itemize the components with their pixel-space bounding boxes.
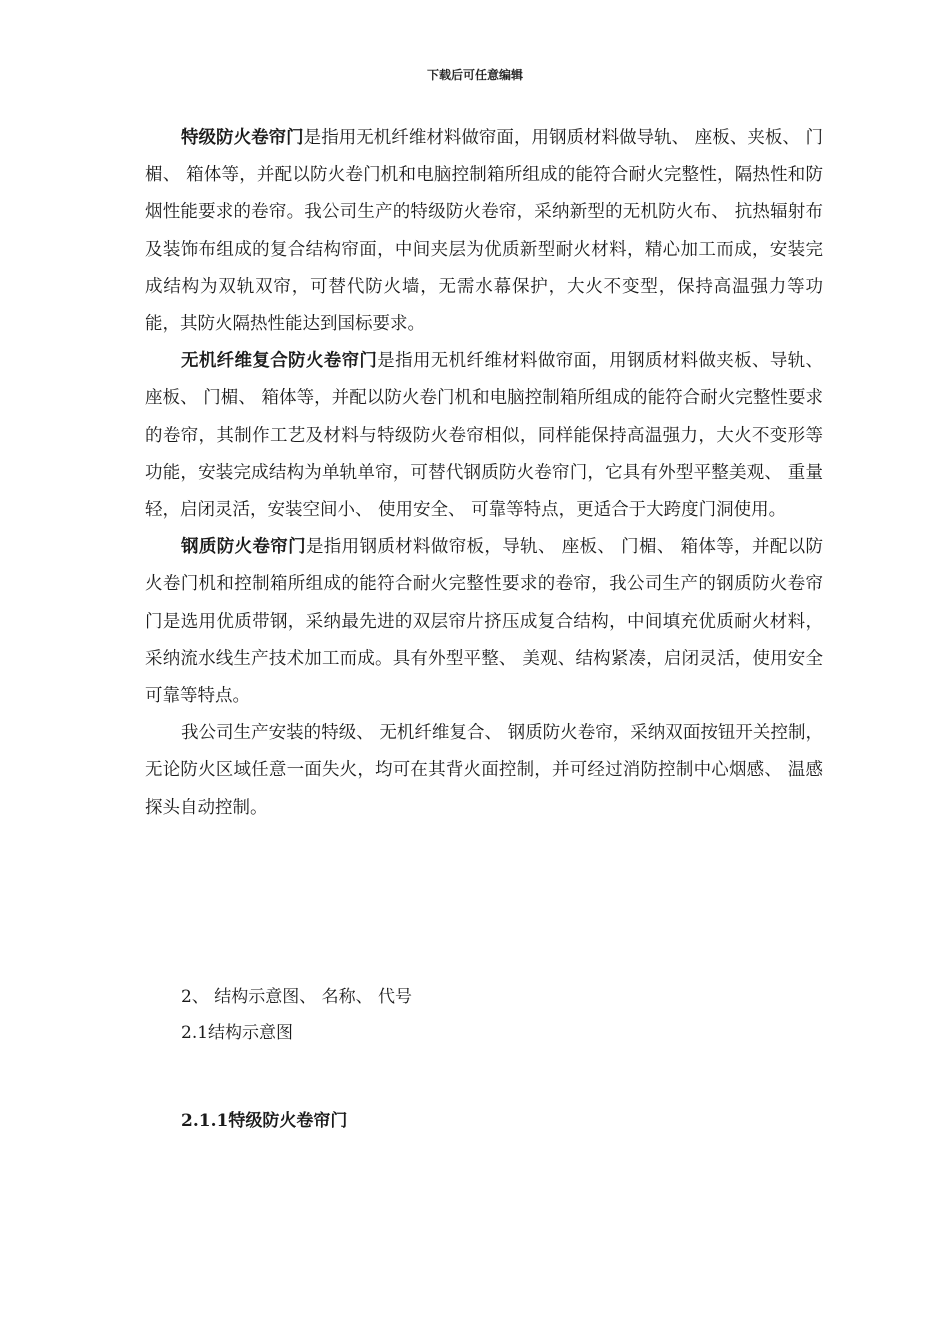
paragraph-steel-text: 是指用钢质材料做帘板，导轨、 座板、 门楣、 箱体等，并配以防火卷门机和控制箱所组成的能符合耐火完整性要求的卷帘，我公司生产的钢质防火卷帘门是选用优质带钢，采纳最先进的双层帘片挤压成复合结构，中间填充优质耐火材料，采纳流水线生产技术加工而成。具有外型平整、 美观、结构紧凑，启闭灵活，使用安全可靠等特点。 — [145, 537, 824, 707]
term-steel: 钢质防火卷帘门 — [181, 537, 306, 558]
paragraph-inorganic-fiber — [145, 343, 823, 529]
section-heading: 2、 结构示意图、 名称、 代号 — [181, 987, 413, 1007]
paragraph-inorganic-fiber-text: 是指用无机纤维材料做帘面，用钢质材料做夹板、导轨、 座板、 门楣、 箱体等，并配以防火卷门机和电脑控制箱所组成的能符合耐火完整性要求的卷帘，其制作工艺及材料与特级防火卷帘相似，同样能保持高温强力，大火不变形等功能，安装完成结构为单轨单帘，可替代钢质防火卷帘门，它具有外型平整美观、 重量轻，启闭灵活，安装空间小、 使用安全、 可靠等特点，更适合于大跨度门洞使用。 — [145, 351, 824, 521]
term-inorganic-fiber: 无机纤维复合防火卷帘门 — [181, 351, 378, 372]
paragraph-control-text: 我公司生产安装的特级、 无机纤维复合、 钢质防火卷帘，采纳双面按钮开关控制，无论防火区域任意一面失火，均可在其背火面控制，并可经过消防控制中心烟感、 温感探头自动控制。 — [145, 723, 823, 818]
subsection-heading: 2.1结构示意图 — [181, 1023, 294, 1043]
paragraph-special-grade-text: 是指用无机纤维材料做帘面，用钢质材料做导轨、 座板、夹板、 门楣、 箱体等，并配以防火卷门机和电脑控制箱所组成的能符合耐火完整性，隔热性和防烟性能要求的卷帘。我公司生产的特级防火卷帘，采纳新型的无机防火布、 抗热辐射布及装饰布组成的复合结构帘面，中间夹层为优质新型耐火材料，精心加工而成，安装完成结构为双轨双帘，可替代防火墙，无需水幕保护，大火不变型，保持高温强力等功能，其防火隔热性能达到国标要求。 — [145, 128, 824, 335]
paragraph-control — [145, 715, 823, 827]
page-header: 下载后可任意编辑 — [426, 68, 523, 82]
subsubsection-heading: 2.1.1特级防火卷帘门 — [181, 1111, 348, 1131]
paragraph-special-grade — [145, 120, 823, 343]
paragraph-steel — [145, 529, 823, 715]
document-body — [145, 120, 823, 827]
term-special-grade: 特级防火卷帘门 — [181, 128, 304, 148]
